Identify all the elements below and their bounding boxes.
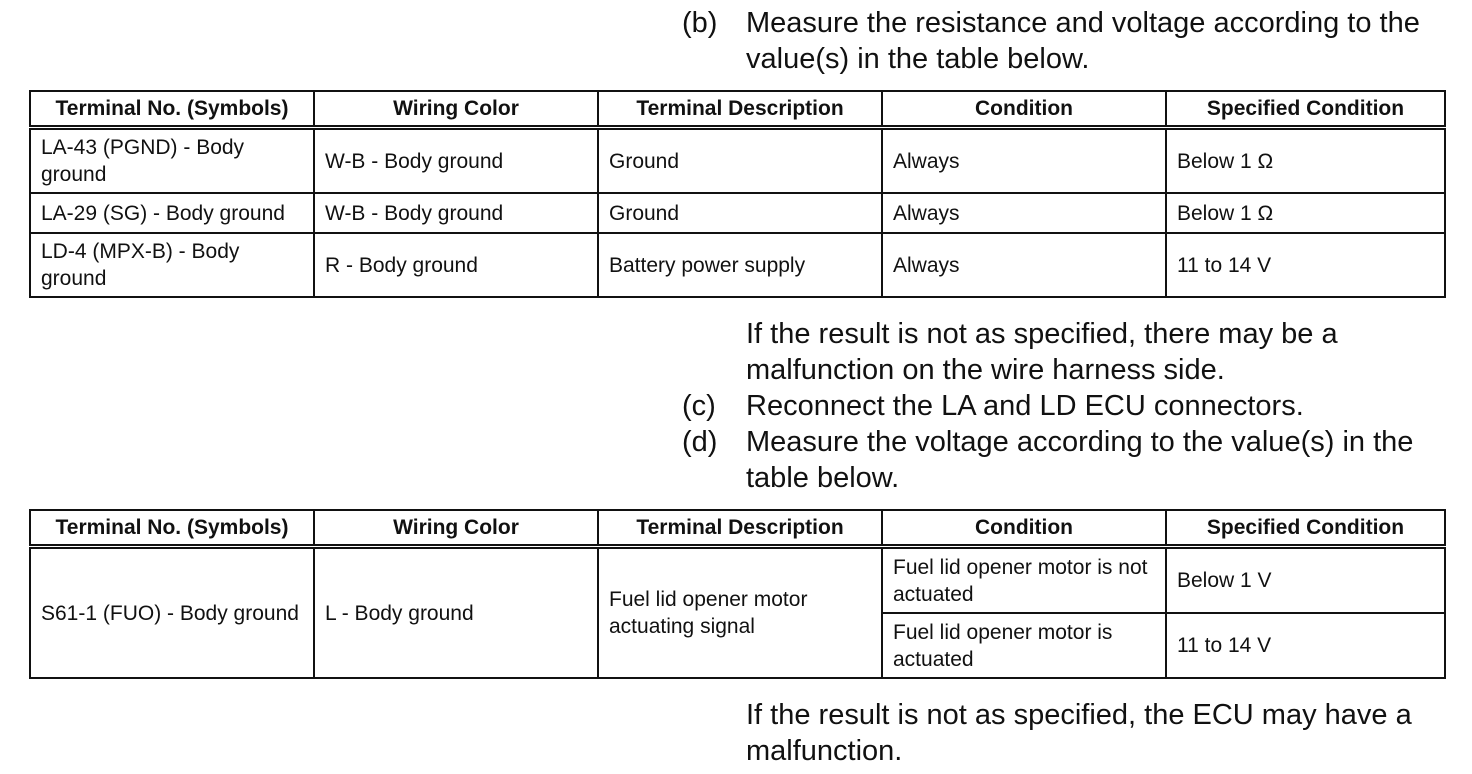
cell-specified: Below 1 V <box>1166 547 1445 614</box>
header-terminal: Terminal No. (Symbols) <box>30 91 314 128</box>
header-terminal-description: Terminal Description <box>598 91 882 128</box>
cell-specified: Below 1 Ω <box>1166 193 1445 233</box>
step-d-text: Measure the voltage according to the value(s) in the table below. <box>746 426 1414 494</box>
step-b-label: (b) <box>682 7 718 39</box>
cell-condition: Always <box>882 233 1166 297</box>
cell-wiring-color: W-B - Body ground <box>314 128 598 194</box>
table-header-row <box>30 91 1445 128</box>
cell-specified: Below 1 Ω <box>1166 128 1445 194</box>
cell-description: Battery power supply <box>598 233 882 297</box>
header-condition: Condition <box>882 510 1166 547</box>
cell-terminal: S61-1 (FUO) - Body ground <box>30 547 314 679</box>
cell-condition: Always <box>882 193 1166 233</box>
header-terminal: Terminal No. (Symbols) <box>30 510 314 547</box>
header-terminal-description: Terminal Description <box>598 510 882 547</box>
cell-wiring-color: L - Body ground <box>314 547 598 679</box>
step-d-label: (d) <box>682 426 718 458</box>
header-specified-condition: Specified Condition <box>1166 510 1445 547</box>
cell-condition: Fuel lid opener motor is not actuated <box>882 547 1166 614</box>
cell-description: Ground <box>598 193 882 233</box>
cell-terminal: LA-43 (PGND) - Body ground <box>30 128 314 194</box>
cell-specified: 11 to 14 V <box>1166 613 1445 678</box>
note-wire-harness: If the result is not as specified, there may be a malfunction on the wire harness side. <box>746 318 1338 386</box>
cell-condition: Always <box>882 128 1166 194</box>
cell-terminal: LA-29 (SG) - Body ground <box>30 193 314 233</box>
cell-wiring-color: W-B - Body ground <box>314 193 598 233</box>
step-c-text: Reconnect the LA and LD ECU connectors. <box>746 390 1304 422</box>
resistance-voltage-table <box>29 90 1446 298</box>
cell-description: Ground <box>598 128 882 194</box>
header-wiring-color: Wiring Color <box>314 510 598 547</box>
table-row <box>30 128 1445 194</box>
step-b-text: Measure the resistance and voltage according to the value(s) in the table below. <box>746 7 1420 75</box>
cell-condition: Fuel lid opener motor is actuated <box>882 613 1166 678</box>
table-row <box>30 233 1445 297</box>
step-c-label: (c) <box>682 390 716 422</box>
header-condition: Condition <box>882 91 1166 128</box>
table-row <box>30 547 1445 614</box>
cell-wiring-color: R - Body ground <box>314 233 598 297</box>
header-specified-condition: Specified Condition <box>1166 91 1445 128</box>
cell-specified: 11 to 14 V <box>1166 233 1445 297</box>
note-ecu-malfunction: If the result is not as specified, the ECU may have a malfunction. <box>746 699 1412 767</box>
cell-description: Fuel lid opener motor actuating signal <box>598 547 882 679</box>
voltage-table <box>29 509 1446 679</box>
cell-terminal: LD-4 (MPX-B) - Body ground <box>30 233 314 297</box>
header-wiring-color: Wiring Color <box>314 91 598 128</box>
table-header-row <box>30 510 1445 547</box>
table-row <box>30 193 1445 233</box>
